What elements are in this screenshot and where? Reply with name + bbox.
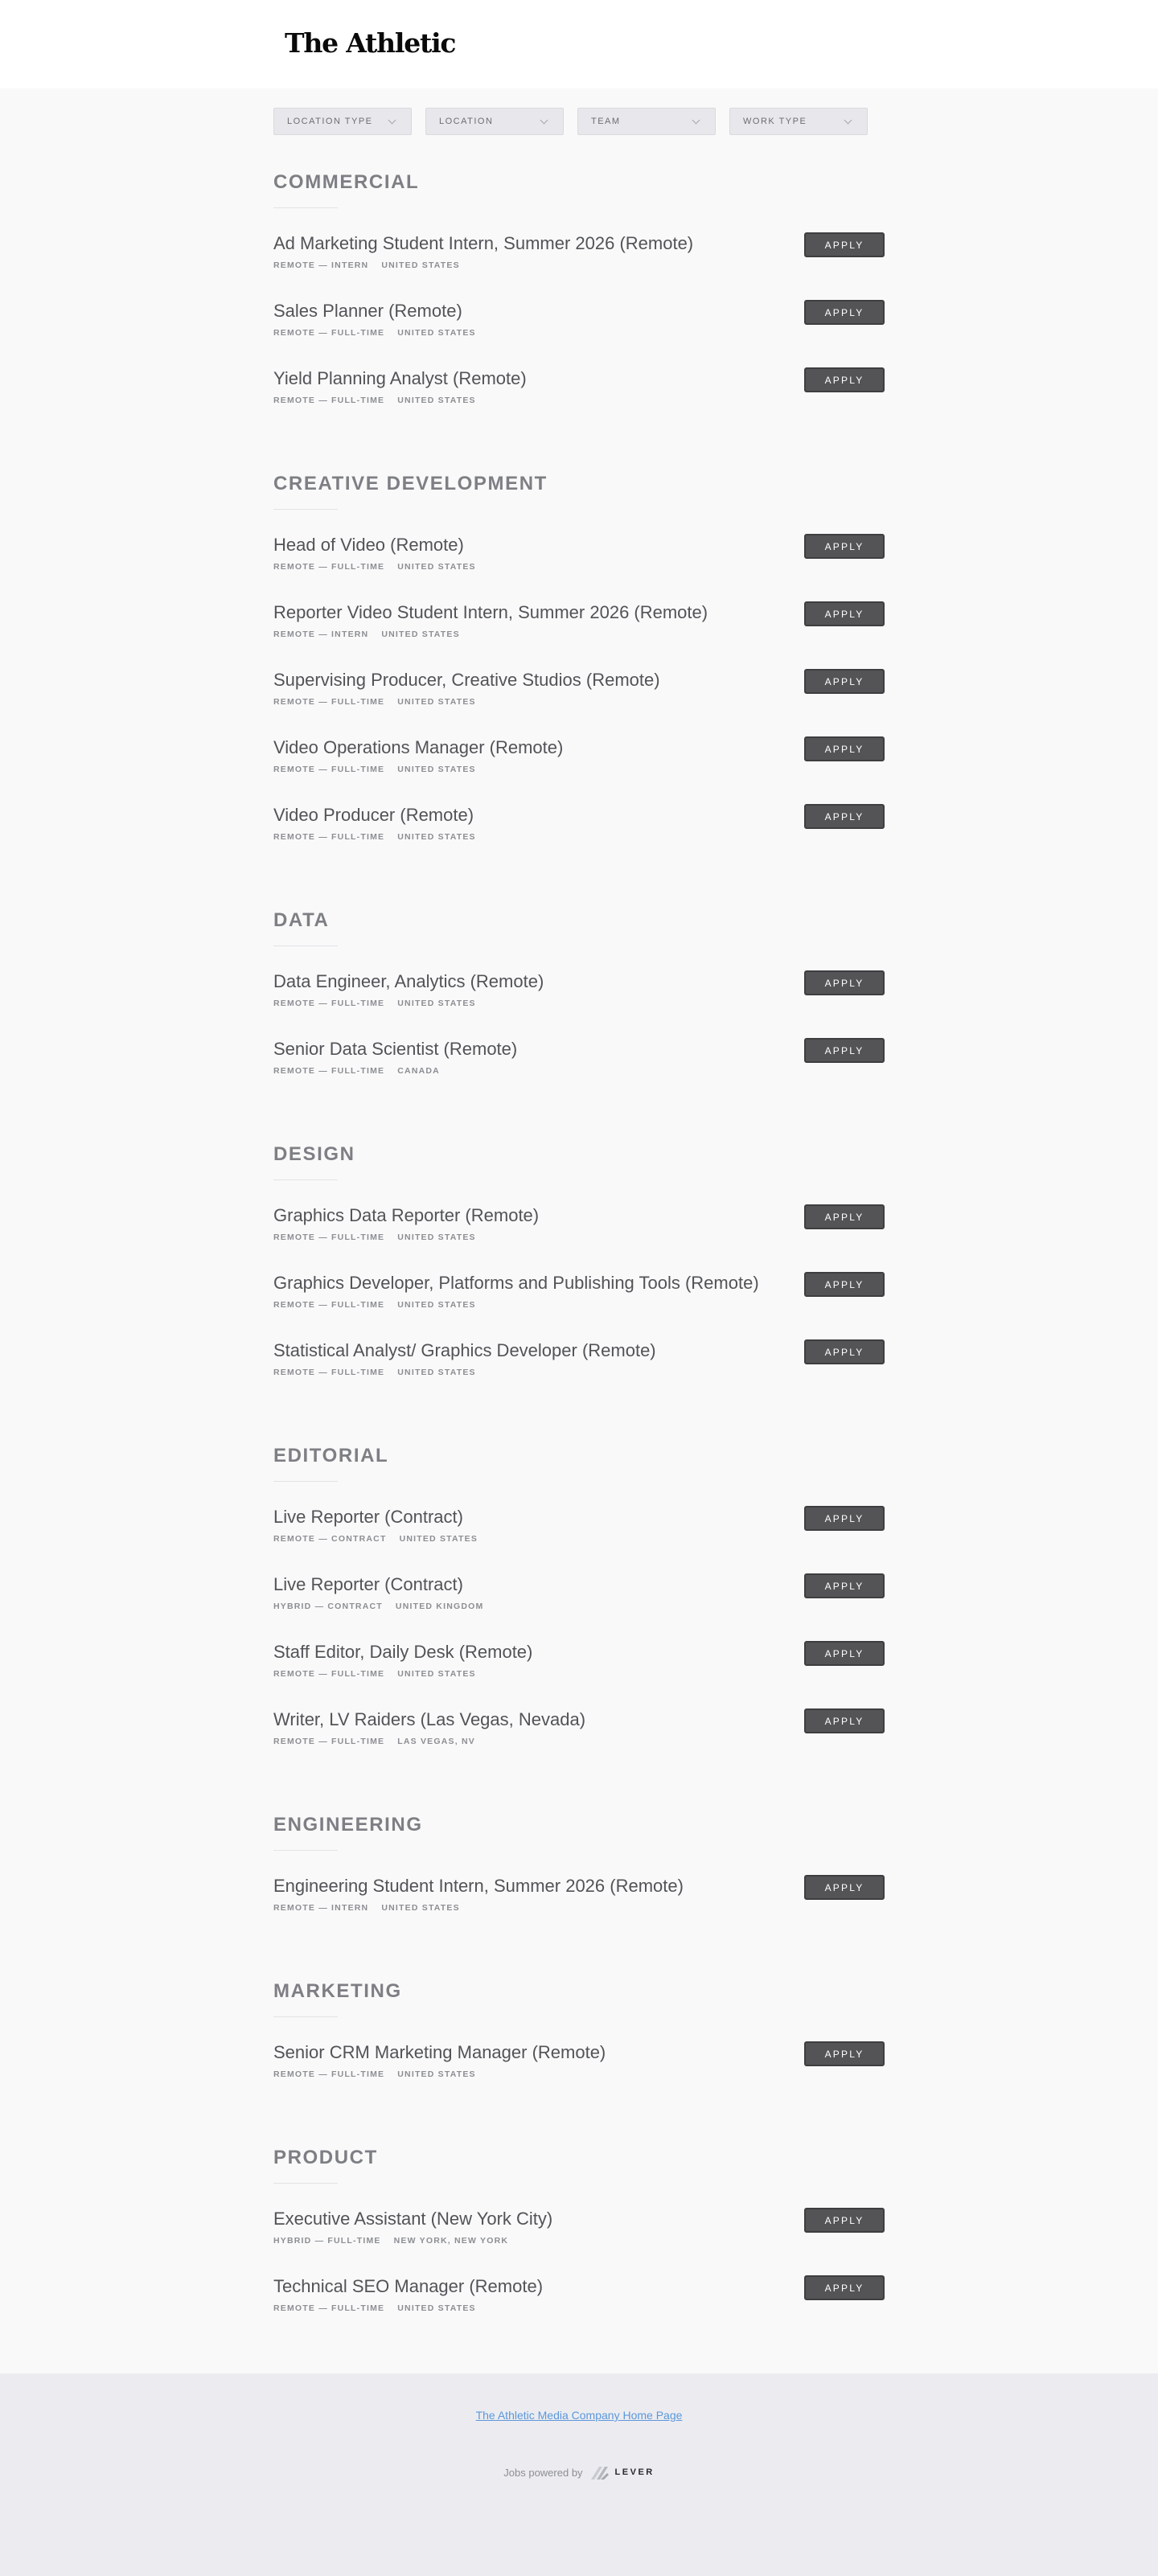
chevron-down-icon — [388, 116, 396, 124]
posting-row — [273, 1708, 885, 1757]
posting-work-type: REMOTE — FULL-TIME — [273, 1737, 385, 1746]
posting-location: UNITED STATES — [399, 1534, 478, 1544]
posting-location: UNITED STATES — [397, 765, 476, 774]
posting-group — [273, 1813, 885, 1923]
posting-group — [273, 1444, 885, 1757]
posting-location: UNITED STATES — [381, 260, 460, 270]
posting-meta — [273, 327, 885, 338]
chevron-down-icon — [540, 116, 548, 124]
posting-meta — [273, 260, 885, 271]
posting-meta — [273, 1232, 885, 1243]
section-divider — [273, 2016, 338, 2017]
apply-button[interactable]: APPLY — [804, 2208, 885, 2233]
posting-work-type: REMOTE — FULL-TIME — [273, 396, 385, 405]
posting-location: UNITED STATES — [397, 1300, 476, 1310]
posting-items — [273, 534, 885, 852]
posting-group — [273, 1979, 885, 2090]
powered-by — [0, 2463, 1158, 2481]
posting-title-link[interactable]: Engineering Student Intern, Summer 2026 (Remote) — [273, 1876, 684, 1896]
posting-group — [273, 472, 885, 852]
posting-group — [273, 2146, 885, 2324]
posting-title-link[interactable]: Video Operations Manager (Remote) — [273, 737, 564, 757]
section-divider — [273, 2183, 338, 2184]
filter-label: LOCATION TYPE — [287, 117, 373, 126]
apply-button[interactable]: APPLY — [804, 2275, 885, 2300]
apply-button[interactable]: APPLY — [804, 1641, 885, 1666]
posting-work-type: REMOTE — FULL-TIME — [273, 697, 385, 707]
posting-row — [273, 601, 885, 669]
posting-title-link[interactable]: Ad Marketing Student Intern, Summer 2026 (Remote) — [273, 233, 694, 253]
posting-row — [273, 1573, 885, 1641]
filter-label: LOCATION — [439, 117, 494, 126]
posting-title-link[interactable]: Head of Video (Remote) — [273, 535, 464, 555]
posting-work-type: REMOTE — FULL-TIME — [273, 562, 385, 572]
posting-meta — [273, 1299, 885, 1311]
posting-meta — [273, 1668, 885, 1680]
posting-location: UNITED STATES — [397, 562, 476, 572]
posting-row — [273, 2275, 885, 2324]
section-title: EDITORIAL — [273, 1445, 389, 1466]
posting-meta — [273, 395, 885, 406]
posting-title-link[interactable]: Graphics Data Reporter (Remote) — [273, 1205, 540, 1225]
posting-location: UNITED STATES — [397, 328, 476, 338]
posting-title-link[interactable]: Yield Planning Analyst (Remote) — [273, 368, 527, 388]
posting-location: UNITED STATES — [397, 2069, 476, 2079]
posting-row — [273, 804, 885, 852]
company-logo[interactable]: The Athletic — [285, 27, 456, 59]
posting-meta — [273, 2303, 885, 2314]
posting-location: UNITED STATES — [397, 1669, 476, 1679]
posting-title-link[interactable]: Video Producer (Remote) — [273, 805, 474, 825]
filter-dropdown-work-type[interactable] — [729, 108, 868, 135]
section-title: CREATIVE DEVELOPMENT — [273, 473, 548, 494]
filter-bar — [273, 108, 885, 135]
main-content — [273, 88, 885, 2324]
posting-items — [273, 2208, 885, 2324]
section-title: MARKETING — [273, 1980, 402, 2002]
posting-row — [273, 2041, 885, 2090]
posting-meta — [273, 1902, 885, 1914]
posting-meta — [273, 831, 885, 843]
apply-button[interactable]: APPLY — [804, 1506, 885, 1531]
apply-button[interactable]: APPLY — [804, 534, 885, 559]
apply-button[interactable]: APPLY — [804, 970, 885, 995]
posting-location: UNITED STATES — [397, 697, 476, 707]
section-title: DESIGN — [273, 1143, 355, 1165]
posting-items — [273, 2041, 885, 2090]
posting-work-type: REMOTE — FULL-TIME — [273, 1368, 385, 1377]
posting-work-type: REMOTE — FULL-TIME — [273, 832, 385, 842]
posting-location: CANADA — [397, 1066, 440, 1076]
posting-row — [273, 1641, 885, 1708]
posting-row — [273, 669, 885, 736]
posting-title-link[interactable]: Writer, LV Raiders (Las Vegas, Nevada) — [273, 1709, 586, 1729]
posting-meta — [273, 2235, 885, 2246]
posting-title-link[interactable]: Graphics Developer, Platforms and Publishing Tools (Remote) — [273, 1273, 759, 1293]
company-home-link[interactable]: The Athletic Media Company Home Page — [475, 2409, 683, 2422]
posting-row — [273, 1875, 885, 1923]
section-divider — [273, 1179, 338, 1180]
posting-row — [273, 1506, 885, 1573]
posting-location: UNITED STATES — [381, 630, 460, 639]
posting-work-type: REMOTE — INTERN — [273, 1903, 369, 1913]
posting-items — [273, 1506, 885, 1757]
posting-title-link[interactable]: Live Reporter (Contract) — [273, 1574, 463, 1594]
postings-list — [273, 135, 885, 2324]
posting-work-type: REMOTE — FULL-TIME — [273, 999, 385, 1008]
posting-work-type: REMOTE — FULL-TIME — [273, 765, 385, 774]
posting-row — [273, 232, 885, 300]
posting-meta — [273, 998, 885, 1009]
posting-meta — [273, 561, 885, 572]
posting-title-link[interactable]: Senior Data Scientist (Remote) — [273, 1039, 518, 1059]
section-divider — [273, 509, 338, 510]
posting-location: UNITED STATES — [397, 1368, 476, 1377]
apply-button[interactable]: APPLY — [804, 1339, 885, 1364]
posting-title-link[interactable]: Staff Editor, Daily Desk (Remote) — [273, 1642, 533, 1662]
posting-row — [273, 300, 885, 367]
posting-title-link[interactable]: Executive Assistant (New York City) — [273, 2209, 553, 2229]
apply-button[interactable]: APPLY — [804, 367, 885, 392]
posting-group — [273, 170, 885, 416]
posting-location: UNITED STATES — [381, 1903, 460, 1913]
posting-meta — [273, 1533, 885, 1544]
section-title: PRODUCT — [273, 2147, 378, 2168]
filter-dropdown-team[interactable] — [577, 108, 716, 135]
posting-work-type: REMOTE — FULL-TIME — [273, 1669, 385, 1679]
page-header — [0, 0, 1158, 88]
posting-meta — [273, 1736, 885, 1747]
posting-location: UNITED STATES — [397, 1233, 476, 1242]
posting-location: UNITED STATES — [397, 832, 476, 842]
posting-work-type: REMOTE — FULL-TIME — [273, 328, 385, 338]
chevron-down-icon — [844, 116, 852, 124]
posting-meta — [273, 764, 885, 775]
lever-wordmark: LEVER — [614, 2467, 655, 2477]
posting-title-link[interactable]: Reporter Video Student Intern, Summer 2026 (Remote) — [273, 602, 708, 622]
apply-button[interactable]: APPLY — [804, 804, 885, 829]
posting-work-type: HYBRID — FULL-TIME — [273, 2236, 381, 2246]
posting-work-type: REMOTE — CONTRACT — [273, 1534, 387, 1544]
posting-location: UNITED KINGDOM — [395, 1602, 484, 1611]
apply-button[interactable]: APPLY — [804, 232, 885, 257]
posting-title-link[interactable]: Supervising Producer, Creative Studios (Remote) — [273, 670, 660, 690]
filter-dropdown-location[interactable] — [425, 108, 564, 135]
posting-location: UNITED STATES — [397, 396, 476, 405]
filter-label: WORK TYPE — [743, 117, 807, 126]
posting-work-type: HYBRID — CONTRACT — [273, 1602, 383, 1611]
posting-work-type: REMOTE — INTERN — [273, 260, 369, 270]
posting-title-link[interactable]: Senior CRM Marketing Manager (Remote) — [273, 2042, 606, 2062]
posting-meta — [273, 1601, 885, 1612]
posting-items — [273, 232, 885, 416]
section-title: DATA — [273, 909, 330, 931]
posting-location: NEW YORK, NEW YORK — [393, 2236, 509, 2246]
posting-row — [273, 736, 885, 804]
posting-row — [273, 367, 885, 416]
apply-button[interactable]: APPLY — [804, 601, 885, 626]
chevron-down-icon — [692, 116, 700, 124]
lever-link[interactable] — [589, 2463, 655, 2481]
filter-label: TEAM — [591, 117, 621, 126]
powered-by-text: Jobs powered by — [503, 2466, 583, 2479]
posting-items — [273, 970, 885, 1086]
posting-meta — [273, 1065, 885, 1077]
section-title: ENGINEERING — [273, 1814, 423, 1836]
section-divider — [273, 945, 338, 946]
posting-row — [273, 2208, 885, 2275]
posting-meta — [273, 629, 885, 640]
apply-button[interactable]: APPLY — [804, 1573, 885, 1598]
apply-button[interactable]: APPLY — [804, 1204, 885, 1229]
posting-items — [273, 1875, 885, 1923]
section-divider — [273, 1481, 338, 1482]
page-footer — [0, 2373, 1158, 2576]
apply-button[interactable]: APPLY — [804, 1038, 885, 1063]
posting-work-type: REMOTE — INTERN — [273, 630, 369, 639]
apply-button[interactable]: APPLY — [804, 736, 885, 761]
posting-title-link[interactable]: Technical SEO Manager (Remote) — [273, 2276, 544, 2296]
posting-work-type: REMOTE — FULL-TIME — [273, 1300, 385, 1310]
posting-items — [273, 1204, 885, 1388]
posting-title-link[interactable]: Live Reporter (Contract) — [273, 1507, 463, 1527]
posting-title-link[interactable]: Data Engineer, Analytics (Remote) — [273, 971, 544, 991]
posting-location: LAS VEGAS, NV — [397, 1737, 475, 1746]
filter-dropdown-location-type[interactable] — [273, 108, 412, 135]
apply-button[interactable]: APPLY — [804, 1708, 885, 1733]
posting-row — [273, 534, 885, 601]
posting-location: UNITED STATES — [397, 2303, 476, 2313]
posting-meta — [273, 696, 885, 708]
posting-row — [273, 1204, 885, 1272]
posting-meta — [273, 1367, 885, 1378]
section-divider — [273, 207, 338, 208]
posting-row — [273, 970, 885, 1038]
posting-work-type: REMOTE — FULL-TIME — [273, 1066, 385, 1076]
apply-button[interactable]: APPLY — [804, 669, 885, 694]
posting-group — [273, 1142, 885, 1388]
apply-button[interactable]: APPLY — [804, 1875, 885, 1900]
posting-meta — [273, 2069, 885, 2080]
posting-work-type: REMOTE — FULL-TIME — [273, 1233, 385, 1242]
posting-work-type: REMOTE — FULL-TIME — [273, 2069, 385, 2079]
posting-location: UNITED STATES — [397, 999, 476, 1008]
posting-group — [273, 909, 885, 1086]
posting-row — [273, 1038, 885, 1086]
lever-logo-icon — [589, 2463, 610, 2481]
posting-work-type: REMOTE — FULL-TIME — [273, 2303, 385, 2313]
posting-row — [273, 1272, 885, 1339]
section-title: COMMERCIAL — [273, 171, 420, 193]
posting-row — [273, 1339, 885, 1388]
apply-button[interactable]: APPLY — [804, 1272, 885, 1297]
apply-button[interactable]: APPLY — [804, 300, 885, 325]
section-divider — [273, 1850, 338, 1851]
apply-button[interactable]: APPLY — [804, 2041, 885, 2066]
posting-title-link[interactable]: Sales Planner (Remote) — [273, 301, 462, 321]
posting-title-link[interactable]: Statistical Analyst/ Graphics Developer (Remote) — [273, 1340, 656, 1360]
